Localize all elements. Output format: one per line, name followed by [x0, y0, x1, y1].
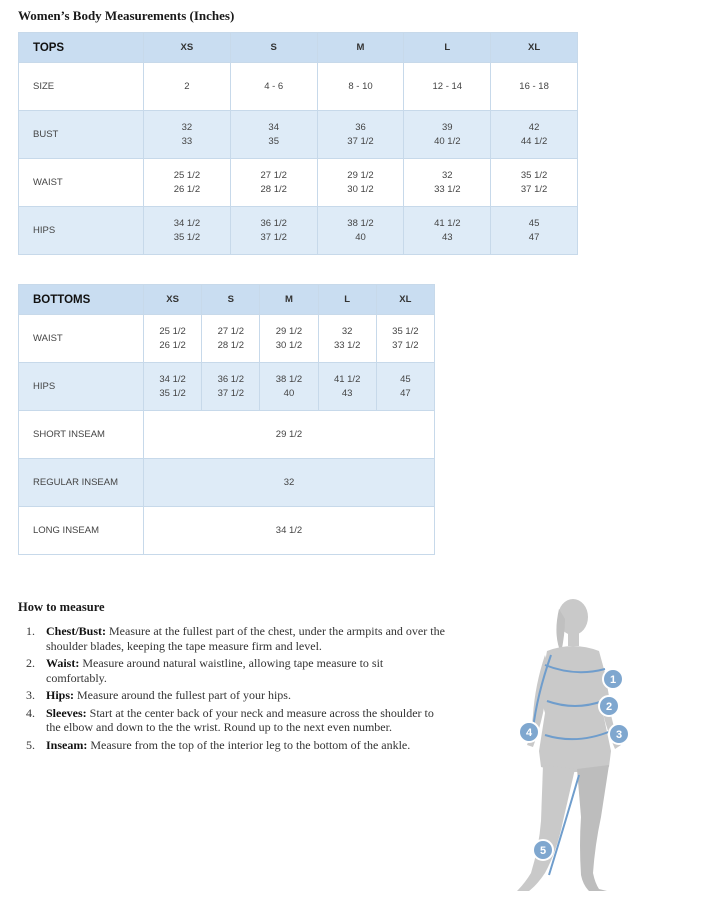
- measurement-value: 2: [184, 80, 190, 92]
- measurement-value: 41 1/2: [434, 217, 461, 229]
- bottoms-measurement-cell: [318, 315, 376, 363]
- bottoms-measurement-cell: [202, 315, 260, 363]
- marker-2-label: 2: [605, 701, 613, 713]
- measurement-value: 37 1/2: [520, 183, 548, 195]
- measurement-value: 37 1/2: [260, 231, 287, 243]
- bottoms-measurement-cell: [376, 363, 434, 411]
- item-label: Chest/Bust:: [46, 624, 107, 638]
- bottoms-row-long-inseam: [19, 507, 435, 555]
- measurement-value: 37 1/2: [347, 135, 374, 147]
- marker-5-label: 5: [539, 845, 547, 857]
- measurement-value: 25 1/2: [159, 325, 186, 337]
- measurement-value: 47: [400, 387, 411, 399]
- measurement-value: 38 1/2: [347, 217, 374, 229]
- tops-measurement-cell: [230, 159, 317, 207]
- measurement-value: 39: [442, 121, 453, 133]
- measurement-value: 16 - 18: [519, 80, 549, 92]
- item-description: Measure around the fullest part of your hips.: [74, 688, 291, 702]
- bottoms-size-header: L: [318, 285, 376, 315]
- item-description: Start at the center back of your neck and measure across the shoulder to the elbow and down to the the wrist. Round up to the next even number.: [46, 705, 434, 734]
- measurement-value: 42: [528, 121, 540, 133]
- bottoms-row-label: WAIST: [19, 315, 144, 363]
- item-number: 1.: [26, 624, 35, 638]
- item-label: Inseam:: [46, 737, 88, 752]
- measurement-value: 35 1/2: [392, 325, 419, 337]
- item-label: Waist:: [46, 656, 80, 670]
- tops-measurement-cell: [404, 207, 491, 255]
- how-to-item: [26, 656, 446, 685]
- tops-row-size: [19, 63, 578, 111]
- measurement-value: 40: [283, 387, 295, 399]
- how-to-measure-list: [26, 624, 446, 755]
- bottoms-measurement-cell: [376, 315, 434, 363]
- how-to-item: [26, 624, 446, 653]
- measurement-value: 41 1/2: [333, 373, 361, 385]
- marker-3-label: 3: [615, 729, 623, 741]
- measurement-value: 27 1/2: [217, 325, 244, 337]
- tops-header-row: [19, 33, 578, 63]
- page-title: Women’s Body Measurements (Inches): [18, 8, 235, 23]
- measurement-value: 43: [442, 231, 453, 243]
- tops-measurement-cell: [317, 159, 404, 207]
- measurement-value: 34 1/2: [173, 217, 201, 229]
- bottoms-header-row: [19, 285, 435, 315]
- tops-row-label: SIZE: [19, 63, 144, 111]
- bottoms-size-header: XS: [144, 285, 202, 315]
- bottoms-row-label: HIPS: [19, 363, 144, 411]
- measurement-value: 35 1/2: [159, 387, 186, 399]
- measurement-value: 37 1/2: [217, 387, 244, 399]
- item-description: Measure at the fullest part of the chest, under the armpits and over the shoulder blades, keeping the tape measure firm and level.: [46, 624, 445, 653]
- bottoms-size-header: XL: [376, 285, 434, 315]
- bottoms-measurement-cell: [202, 363, 260, 411]
- measurement-value: 27 1/2: [260, 169, 287, 181]
- item-text-block: [46, 656, 446, 685]
- tops-size-header: XL: [491, 33, 578, 63]
- tops-row-hips: [19, 207, 578, 255]
- measurement-value: 40: [355, 231, 366, 243]
- item-number: 3.: [26, 688, 35, 702]
- measurement-value: 35: [268, 135, 279, 147]
- measurement-value: 47: [528, 231, 540, 243]
- tops-measurement-cell: [491, 159, 578, 207]
- measurement-value: 36 1/2: [260, 217, 287, 229]
- bottoms-measurement-cell: [318, 363, 376, 411]
- measurement-value: 45: [400, 373, 411, 385]
- measurement-value: 33: [181, 135, 193, 147]
- measurement-value: 26 1/2: [173, 183, 201, 195]
- tops-measurement-cell: [491, 63, 578, 111]
- tops-measurement-cell: [491, 207, 578, 255]
- how-to-item: [26, 688, 446, 703]
- marker-1-label: 1: [609, 674, 617, 686]
- measurement-value: 29 1/2: [347, 169, 374, 181]
- how-to-item: [26, 738, 446, 753]
- item-number: 2.: [26, 656, 35, 670]
- tops-measurement-cell: [144, 159, 231, 207]
- measurement-marker-5: [533, 840, 553, 860]
- measurement-value: 8 - 10: [348, 80, 373, 92]
- measurement-value: 38 1/2: [275, 373, 303, 385]
- item-label: Hips:: [46, 688, 75, 702]
- tops-measurement-cell: [404, 111, 491, 159]
- tops-size-header: L: [404, 33, 491, 63]
- tops-measurement-cell: [404, 159, 491, 207]
- measurement-value: 30 1/2: [347, 183, 374, 195]
- measurement-value: 34: [268, 121, 279, 133]
- tops-measurement-cell: [144, 63, 231, 111]
- measurement-marker-2: [599, 696, 619, 716]
- tops-size-header: M: [317, 33, 404, 63]
- tops-measurement-cell: [317, 111, 404, 159]
- measurement-value: 36 1/2: [217, 373, 244, 385]
- measurement-value: 40 1/2: [434, 135, 461, 147]
- measurement-value: 25 1/2: [173, 169, 201, 181]
- measurement-value: 35 1/2: [520, 169, 548, 181]
- bottoms-size-table: [18, 284, 435, 555]
- measurement-value: 44 1/2: [520, 135, 548, 147]
- measurement-value: 30 1/2: [275, 339, 303, 351]
- tops-row-waist: [19, 159, 578, 207]
- measurement-value: 32: [341, 325, 353, 337]
- measurement-value: 45: [528, 217, 540, 229]
- bottoms-row-hips: [19, 363, 435, 411]
- tops-measurement-cell: [404, 63, 491, 111]
- item-text-block: [46, 738, 446, 753]
- measurement-value: 36: [355, 121, 366, 133]
- inseam-label: SHORT INSEAM: [19, 411, 144, 459]
- measurement-marker-4: [519, 722, 539, 742]
- inseam-label: LONG INSEAM: [19, 507, 144, 555]
- measurement-value: 28 1/2: [217, 339, 244, 351]
- inseam-value: 34 1/2: [144, 507, 435, 555]
- item-text-block: [46, 706, 446, 735]
- bottoms-measurement-cell: [260, 363, 318, 411]
- tops-row-label: BUST: [19, 111, 144, 159]
- how-to-item: [26, 706, 446, 735]
- measurement-value: 4 - 6: [264, 80, 284, 92]
- body-measurement-figure: [495, 595, 645, 895]
- bottoms-measurement-cell: [144, 315, 202, 363]
- tops-measurement-cell: [491, 111, 578, 159]
- tops-measurement-cell: [317, 207, 404, 255]
- bottoms-measurement-cell: [144, 363, 202, 411]
- tops-row-label: HIPS: [19, 207, 144, 255]
- measurement-value: 28 1/2: [260, 183, 287, 195]
- bottoms-size-header: S: [202, 285, 260, 315]
- measurement-value: 33 1/2: [333, 339, 361, 351]
- tops-measurement-cell: [230, 207, 317, 255]
- item-number: 4.: [26, 705, 35, 720]
- measurement-marker-3: [609, 724, 629, 744]
- tops-size-header: S: [230, 33, 317, 63]
- inseam-label: REGULAR INSEAM: [19, 459, 144, 507]
- item-text-block: [46, 688, 446, 703]
- measurement-marker-1: [603, 669, 623, 689]
- bottoms-row-short-inseam: [19, 411, 435, 459]
- item-number: 5.: [26, 737, 35, 752]
- tops-measurement-cell: [230, 111, 317, 159]
- measurement-value: 26 1/2: [159, 339, 186, 351]
- measurement-value: 43: [341, 387, 353, 399]
- item-description: Measure from the top of the interior leg to the bottom of the ankle.: [87, 737, 411, 752]
- item-label: Sleeves:: [46, 705, 87, 720]
- tops-measurement-cell: [317, 63, 404, 111]
- item-text-block: [46, 624, 446, 653]
- inseam-value: 32: [144, 459, 435, 507]
- bottoms-measurement-cell: [260, 315, 318, 363]
- measurement-value: 29 1/2: [275, 325, 303, 337]
- tops-size-table: [18, 32, 578, 255]
- tops-header: TOPS: [19, 33, 144, 63]
- item-description: Measure around natural waistline, allowing tape measure to sit comfortably.: [46, 656, 384, 685]
- measurement-value: 32: [442, 169, 453, 181]
- tops-measurement-cell: [144, 111, 231, 159]
- measurement-value: 33 1/2: [434, 183, 461, 195]
- measurement-value: 37 1/2: [392, 339, 419, 351]
- bottoms-row-regular-inseam: [19, 459, 435, 507]
- tops-measurement-cell: [230, 63, 317, 111]
- measurement-value: 34 1/2: [159, 373, 186, 385]
- measurement-value: 35 1/2: [173, 231, 201, 243]
- tops-measurement-cell: [144, 207, 231, 255]
- marker-4-label: 4: [525, 727, 533, 739]
- how-to-measure-title: How to measure: [18, 600, 105, 614]
- measurement-value: 12 - 14: [432, 80, 463, 92]
- bottoms-row-waist: [19, 315, 435, 363]
- measurement-value: 32: [181, 121, 193, 133]
- bottoms-size-header: M: [260, 285, 318, 315]
- tops-row-label: WAIST: [19, 159, 144, 207]
- inseam-value: 29 1/2: [144, 411, 435, 459]
- tops-row-bust: [19, 111, 578, 159]
- bottoms-header: BOTTOMS: [19, 285, 144, 315]
- tops-size-header: XS: [144, 33, 231, 63]
